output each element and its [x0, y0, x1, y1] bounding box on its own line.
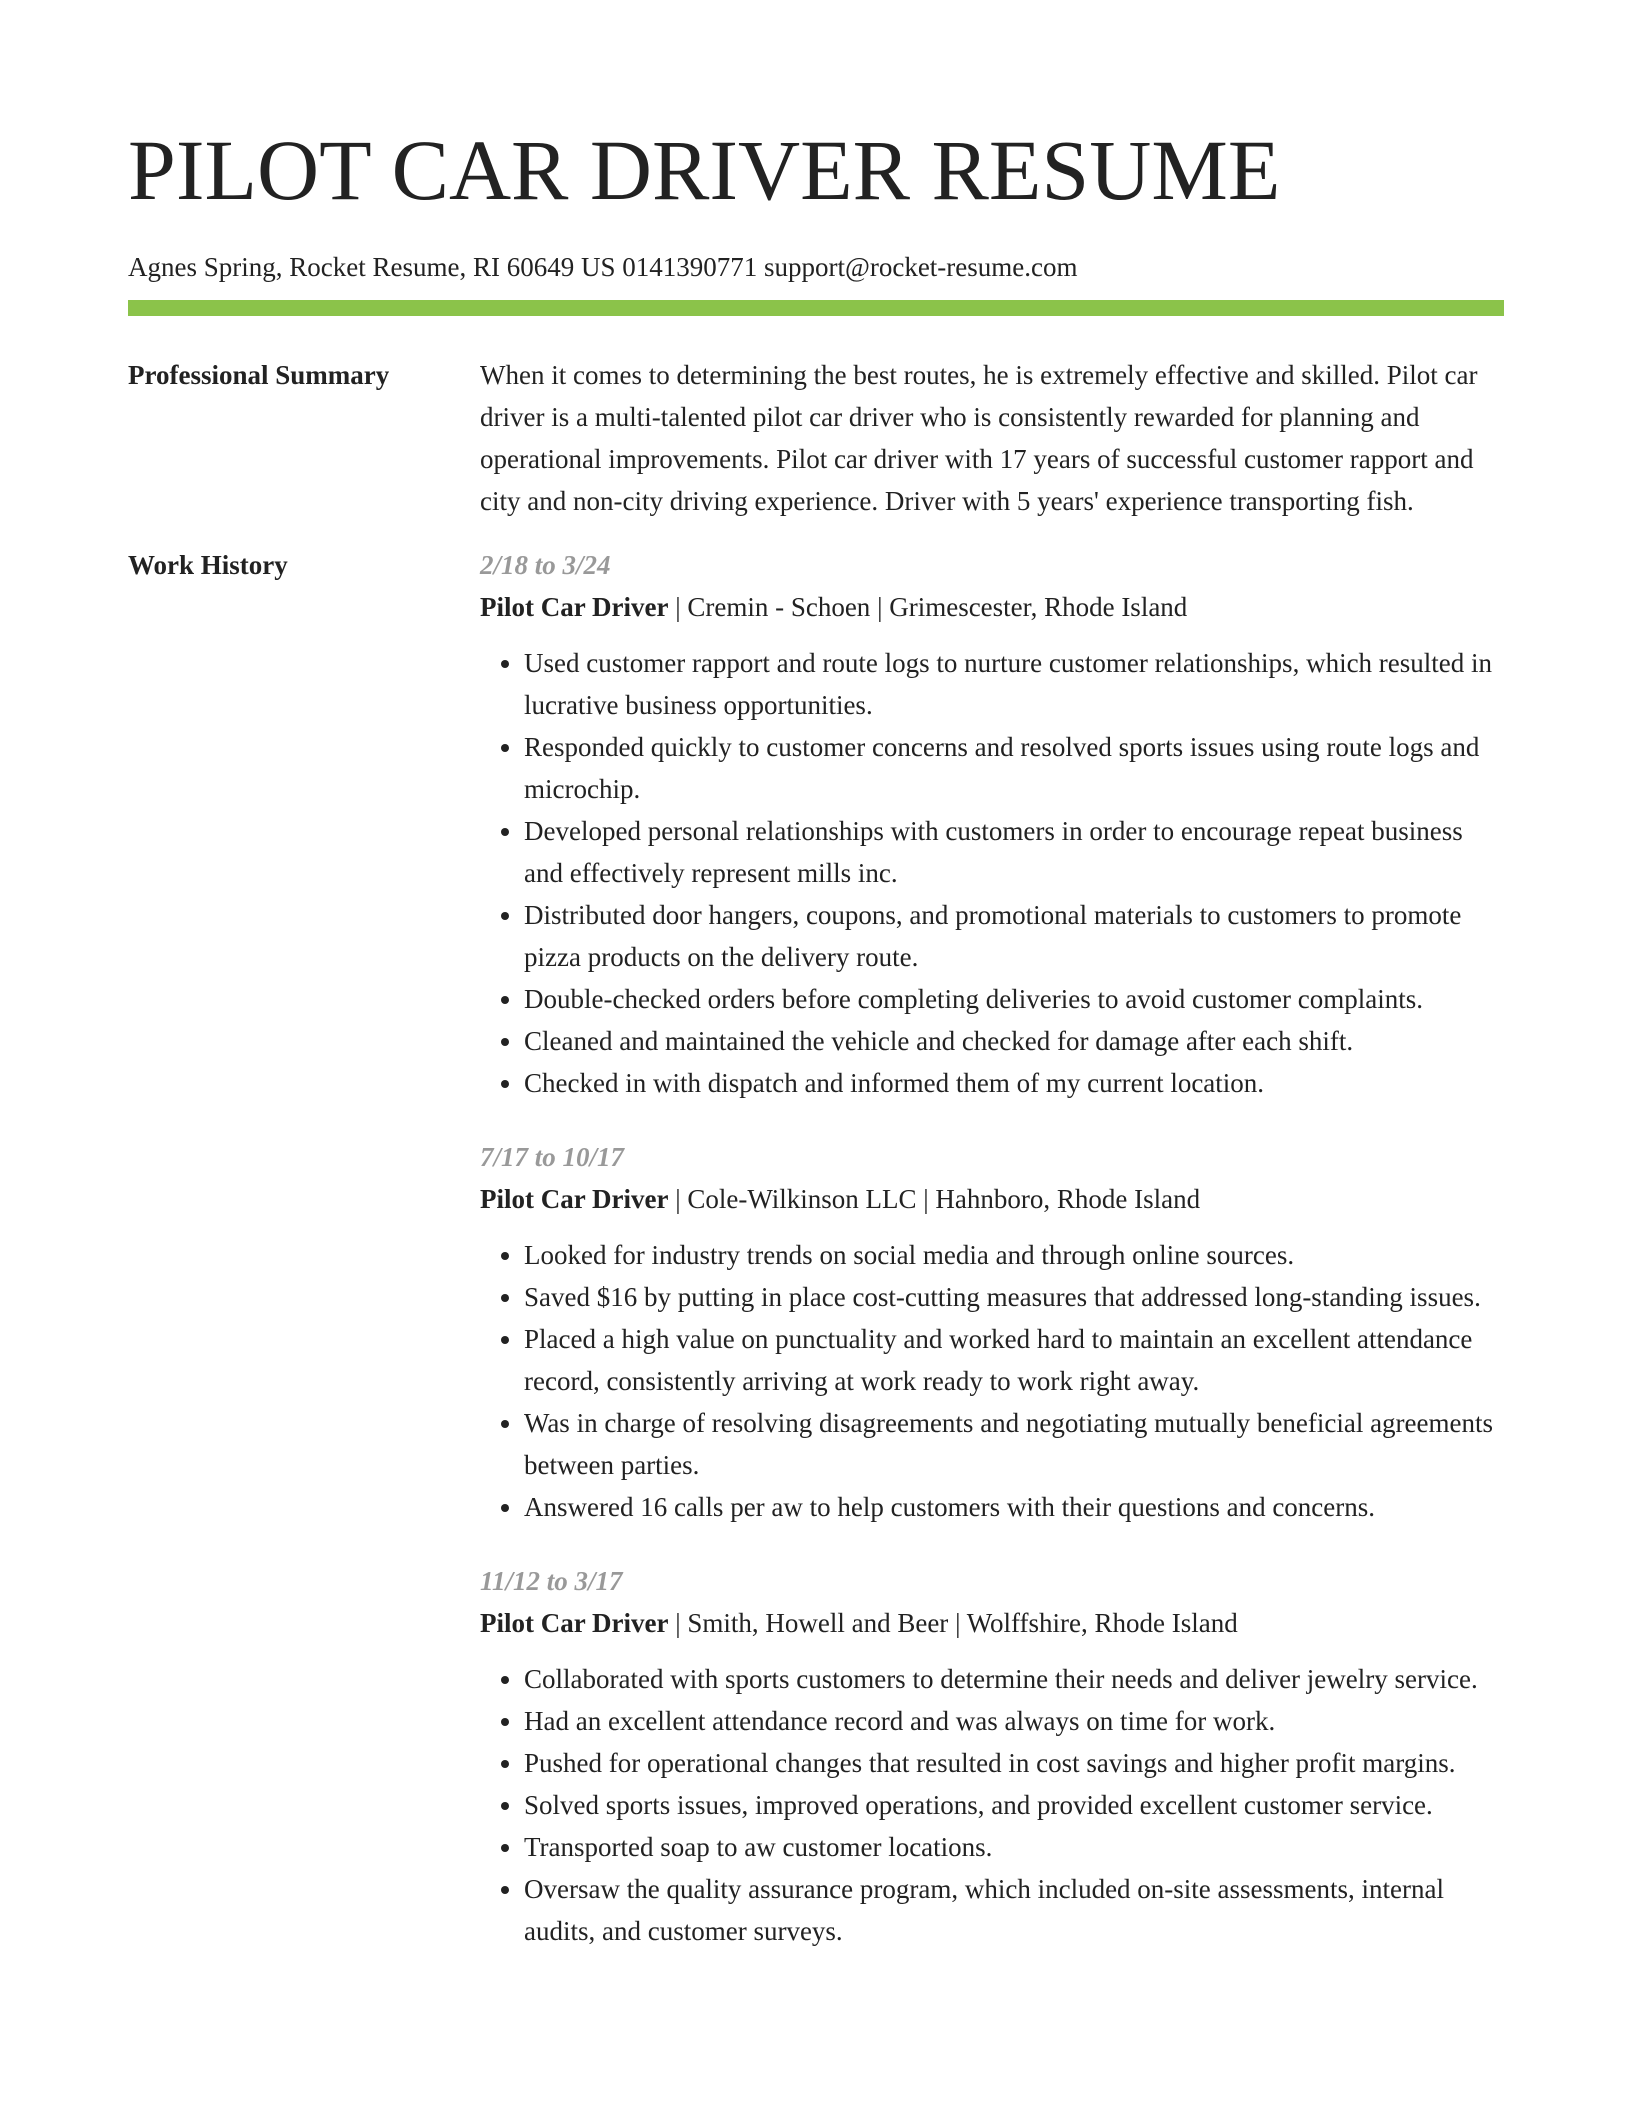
job-entry — [480, 1560, 1504, 1952]
summary-section — [128, 354, 1504, 522]
job-company: Cole-Wilkinson LLC — [687, 1184, 917, 1214]
job-separator: | — [668, 1184, 688, 1214]
job-company: Cremin - Schoen — [687, 592, 871, 622]
job-bullet: • Had an excellent attendance record and was always on time for work. — [524, 1700, 1504, 1742]
job-bullet-list — [480, 642, 1504, 1104]
summary-label: Professional Summary — [128, 360, 390, 390]
job-separator: | — [948, 1608, 967, 1638]
job-bullet: • Checked in with dispatch and informed them of my current location. — [524, 1062, 1504, 1104]
job-bullet: • Solved sports issues, improved operations, and provided excellent customer service. — [524, 1784, 1504, 1826]
work-history-label: Work History — [128, 550, 288, 580]
job-location: Wolffshire, Rhode Island — [966, 1608, 1238, 1638]
summary-text: When it comes to determining the best routes, he is extremely effective and skilled. Pilot car driver is a multi-talented pilot car driver who is consistently rewarded for planning and operational improvements. Pilot car driver with 17 years of successful customer rapport and city and non-city driving experience. Driver with 5 years' experience transporting fish. — [480, 360, 1478, 516]
job-heading — [480, 586, 1504, 628]
job-dates: 7/17 to 10/17 — [480, 1142, 625, 1172]
contact-line: Agnes Spring, Rocket Resume, RI 60649 US 0141390771 support@rocket-resume.com — [128, 252, 1078, 282]
job-heading — [480, 1178, 1504, 1220]
job-bullet: • Used customer rapport and route logs to nurture customer relationships, which resulted in lucrative business opportunities. — [524, 642, 1504, 726]
job-bullet: • Double-checked orders before completing deliveries to avoid customer complaints. — [524, 978, 1504, 1020]
job-bullet: • Responded quickly to customer concerns and resolved sports issues using route logs and microchip. — [524, 726, 1504, 810]
job-bullet-list — [480, 1234, 1504, 1528]
job-separator: | — [668, 1608, 688, 1638]
header-divider — [128, 300, 1504, 316]
job-separator: | — [870, 592, 890, 622]
job-entry — [480, 544, 1504, 1104]
job-bullet: • Looked for industry trends on social media and through online sources. — [524, 1234, 1504, 1276]
job-title: Pilot Car Driver — [480, 1608, 669, 1638]
job-bullet: • Cleaned and maintained the vehicle and checked for damage after each shift. — [524, 1020, 1504, 1062]
job-company: Smith, Howell and Beer — [687, 1608, 949, 1638]
job-title: Pilot Car Driver — [480, 592, 669, 622]
work-history-section — [128, 544, 1504, 1984]
job-dates: 11/12 to 3/17 — [480, 1566, 623, 1596]
work-history-body — [480, 544, 1504, 1984]
job-location: Hahnboro, Rhode Island — [935, 1184, 1201, 1214]
job-bullet: • Collaborated with sports customers to determine their needs and deliver jewelry service. — [524, 1658, 1504, 1700]
job-bullet: • Answered 16 calls per aw to help customers with their questions and concerns. — [524, 1486, 1504, 1528]
job-separator: | — [916, 1184, 936, 1214]
resume-page — [128, 0, 1504, 1984]
job-bullet: • Saved $16 by putting in place cost-cutting measures that addressed long-standing issues. — [524, 1276, 1504, 1318]
job-bullet-list — [480, 1658, 1504, 1952]
job-entry — [480, 1136, 1504, 1528]
job-bullet: • Transported soap to aw customer locations. — [524, 1826, 1504, 1868]
job-dates: 2/18 to 3/24 — [480, 550, 611, 580]
summary-body — [480, 354, 1504, 522]
job-heading — [480, 1602, 1504, 1644]
job-bullet: • Oversaw the quality assurance program, which included on-site assessments, internal audits, and customer surveys. — [524, 1868, 1504, 1952]
job-title: Pilot Car Driver — [480, 1184, 669, 1214]
job-location: Grimescester, Rhode Island — [889, 592, 1188, 622]
job-bullet: • Distributed door hangers, coupons, and promotional materials to customers to promote pizza products on the delivery route. — [524, 894, 1504, 978]
job-separator: | — [668, 592, 688, 622]
job-bullet: • Pushed for operational changes that resulted in cost savings and higher profit margins. — [524, 1742, 1504, 1784]
job-bullet: • Placed a high value on punctuality and worked hard to maintain an excellent attendance record, consistently arriving at work ready to work right away. — [524, 1318, 1504, 1402]
resume-title: PILOT CAR DRIVER RESUME — [128, 122, 1281, 218]
job-bullet: • Developed personal relationships with customers in order to encourage repeat business and effectively represent mills inc. — [524, 810, 1504, 894]
job-bullet: • Was in charge of resolving disagreements and negotiating mutually beneficial agreements between parties. — [524, 1402, 1504, 1486]
